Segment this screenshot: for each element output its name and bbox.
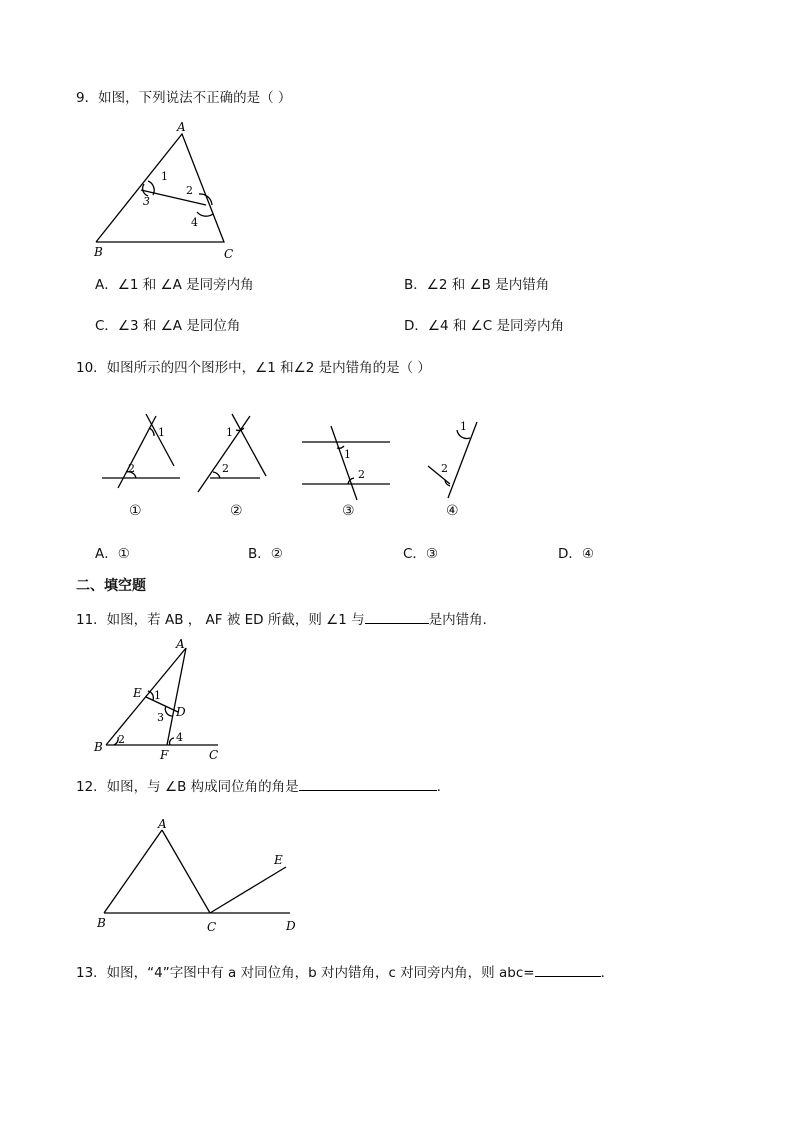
q10-option-d: D．④ [558, 546, 594, 562]
q12-label-C: C [207, 920, 217, 934]
q10-figure-label-4: ④ [446, 503, 459, 519]
q10-figure-1 [102, 414, 180, 488]
q9-option-d: D．∠4 和 ∠C 是同旁内角 [404, 318, 564, 334]
q10-option-a: A．① [95, 546, 130, 562]
q10-figure-label-3: ③ [342, 503, 355, 519]
q10-figure-label-1: ① [129, 503, 142, 519]
q12-answer-blank[interactable] [299, 776, 437, 791]
q9-angle-2: 2 [186, 184, 193, 197]
q11-label-A: A [176, 637, 185, 651]
q11-stem-post: 是内错角． [428, 612, 497, 628]
q9-angle-3: 3 [143, 195, 150, 208]
q11-label-F: F [160, 748, 169, 762]
q10-fig2-angle-1: 1 [226, 426, 233, 439]
q10-stem: 10．如图所示的四个图形中，∠1 和∠2 是内错角的是（ ） [76, 360, 431, 376]
q11-label-B: B [94, 740, 103, 754]
q11-stem [76, 609, 496, 629]
q9-angle-1: 1 [161, 170, 168, 183]
q10-fig3-angle-2: 2 [358, 468, 365, 481]
q11-label-C: C [209, 748, 219, 762]
q11-answer-blank[interactable] [365, 609, 429, 624]
q9-option-b: B．∠2 和 ∠B 是内错角 [404, 277, 550, 293]
q10-figure-3 [302, 426, 390, 500]
q13-stem-pre: 13．如图，“4”字图中有 a 对同位角，b 对内错角，c 对同旁内角，则 abc= [76, 965, 535, 981]
q10-fig1-angle-1: 1 [158, 426, 165, 439]
q11-figure [106, 648, 218, 745]
q12-label-A: A [158, 817, 167, 831]
section-title-fill-in: 二、填空题 [76, 578, 146, 594]
q13-stem-post: ． [600, 965, 615, 981]
q11-angle-3: 3 [157, 711, 164, 724]
q9-label-A: A [177, 120, 186, 134]
q10-option-c: C．③ [403, 546, 439, 562]
q13-answer-blank[interactable] [535, 962, 601, 977]
q12-stem [76, 776, 441, 796]
q10-fig2-angle-2: 2 [222, 462, 229, 475]
q11-stem-pre: 11．如图，若 AB ， AF 被 ED 所截，则 ∠1 与 [76, 612, 365, 628]
q10-fig4-angle-2: 2 [441, 462, 448, 475]
q10-figure-label-2: ② [230, 503, 243, 519]
q11-angle-1: 1 [154, 689, 161, 702]
q12-label-B: B [97, 916, 106, 930]
q12-stem-pre: 12．如图，与 ∠B 构成同位角的角是 [76, 779, 299, 795]
q10-figure-4 [428, 422, 477, 498]
q12-figure [104, 830, 290, 913]
q9-angle-4: 4 [191, 216, 198, 229]
q9-option-c: C．∠3 和 ∠A 是同位角 [95, 318, 241, 334]
q11-angle-4: 4 [176, 731, 183, 744]
q9-stem: 9．如图，下列说法不正确的是（ ） [76, 90, 292, 106]
q9-option-a: A．∠1 和 ∠A 是同旁内角 [95, 277, 254, 293]
q12-label-E: E [274, 853, 283, 867]
q11-label-E: E [133, 686, 142, 700]
q10-fig4-angle-1: 1 [460, 420, 467, 433]
q10-fig3-angle-1: 1 [344, 448, 351, 461]
q9-figure [96, 134, 224, 242]
q12-label-D: D [286, 919, 296, 933]
q9-label-C: C [224, 247, 234, 261]
q12-stem-post: . [436, 779, 441, 795]
q10-fig1-angle-2: 2 [128, 462, 135, 475]
q11-label-D: D [176, 705, 186, 719]
q13-stem [76, 962, 614, 982]
q9-label-B: B [94, 245, 103, 259]
q10-option-b: B．② [248, 546, 283, 562]
q11-angle-2: 2 [118, 733, 125, 746]
